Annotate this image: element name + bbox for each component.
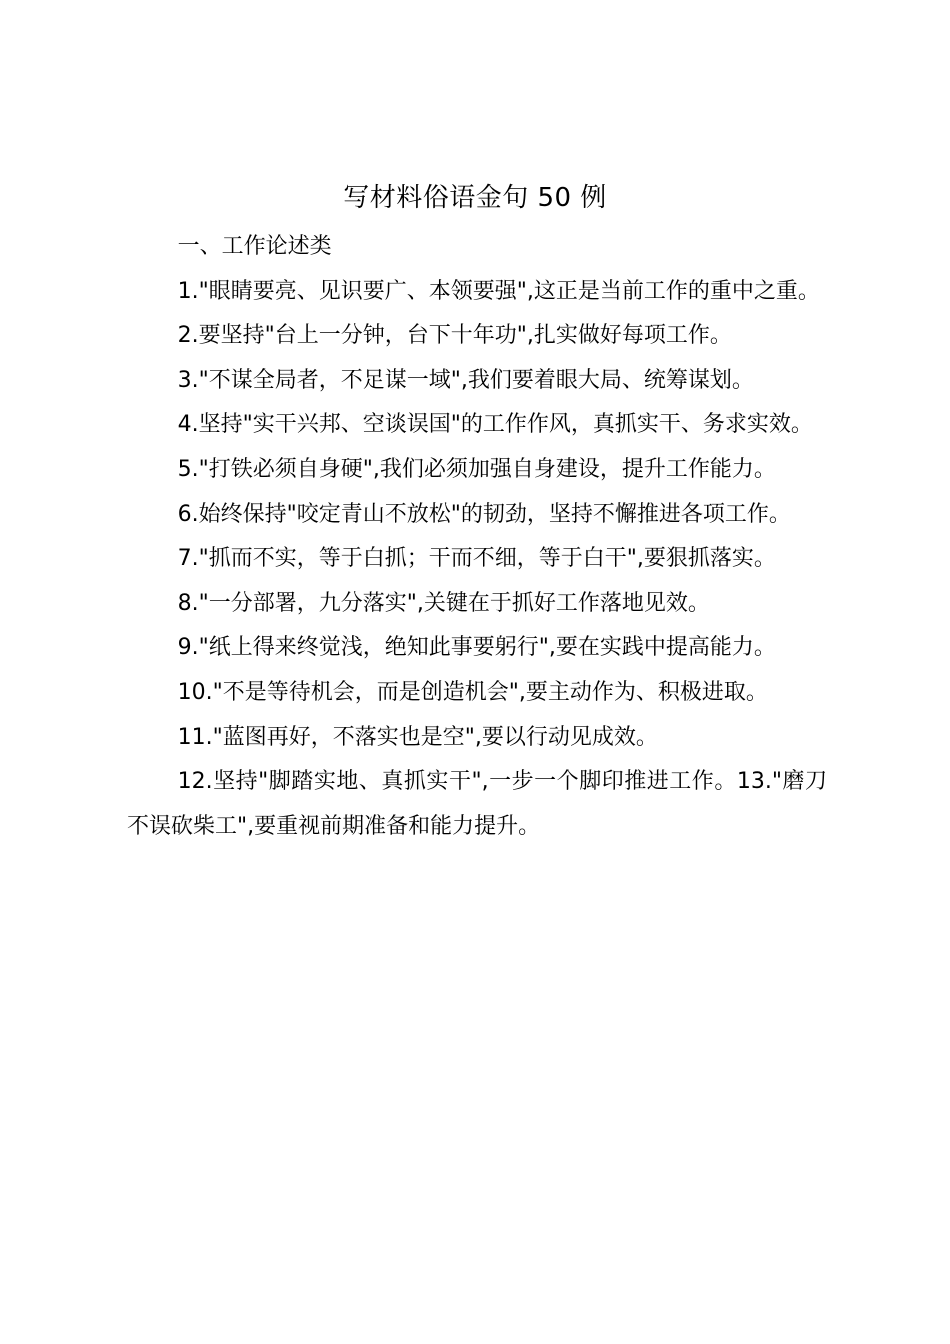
list-item: 12.坚持"脚踏实地、真抓实干",一步一个脚印推进工作。13."磨刀不误砍柴工",要重视前期准备和能力提升。 bbox=[127, 769, 827, 839]
document-body bbox=[127, 225, 827, 849]
list-item: 8."一分部署，九分落实",关键在于抓好工作落地见效。 bbox=[177, 590, 710, 616]
list-item: 1."眼睛要亮、见识要广、本领要强",这正是当前工作的重中之重。 bbox=[177, 278, 820, 304]
list-item: 4.坚持"实干兴邦、空谈误国"的工作作风，真抓实干、务求实效。 bbox=[177, 412, 813, 438]
list-item: 11."蓝图再好，不落实也是空",要以行动见成效。 bbox=[177, 724, 658, 750]
list-item: 5."打铁必须自身硬",我们必须加强自身建设，提升工作能力。 bbox=[177, 456, 776, 482]
list-item: 6.始终保持"咬定青山不放松"的韧劲，坚持不懈推进各项工作。 bbox=[177, 501, 791, 527]
list-item: 10."不是等待机会，而是创造机会",要主动作为、积极进取。 bbox=[177, 679, 768, 705]
list-item: 9."纸上得来终觉浅，绝知此事要躬行",要在实践中提高能力。 bbox=[177, 635, 776, 661]
list-item: 2.要坚持"台上一分钟，台下十年功",扎实做好每项工作。 bbox=[177, 323, 732, 349]
list-item: 3."不谋全局者，不足谋一域",我们要着眼大局、统筹谋划。 bbox=[177, 367, 754, 393]
list-item: 7."抓而不实，等于白抓；干而不细，等于白干",要狠抓落实。 bbox=[177, 546, 776, 572]
section-heading: 一、工作论述类 bbox=[177, 234, 332, 259]
document-title: 写材料俗语金句 50 例 bbox=[343, 183, 607, 213]
